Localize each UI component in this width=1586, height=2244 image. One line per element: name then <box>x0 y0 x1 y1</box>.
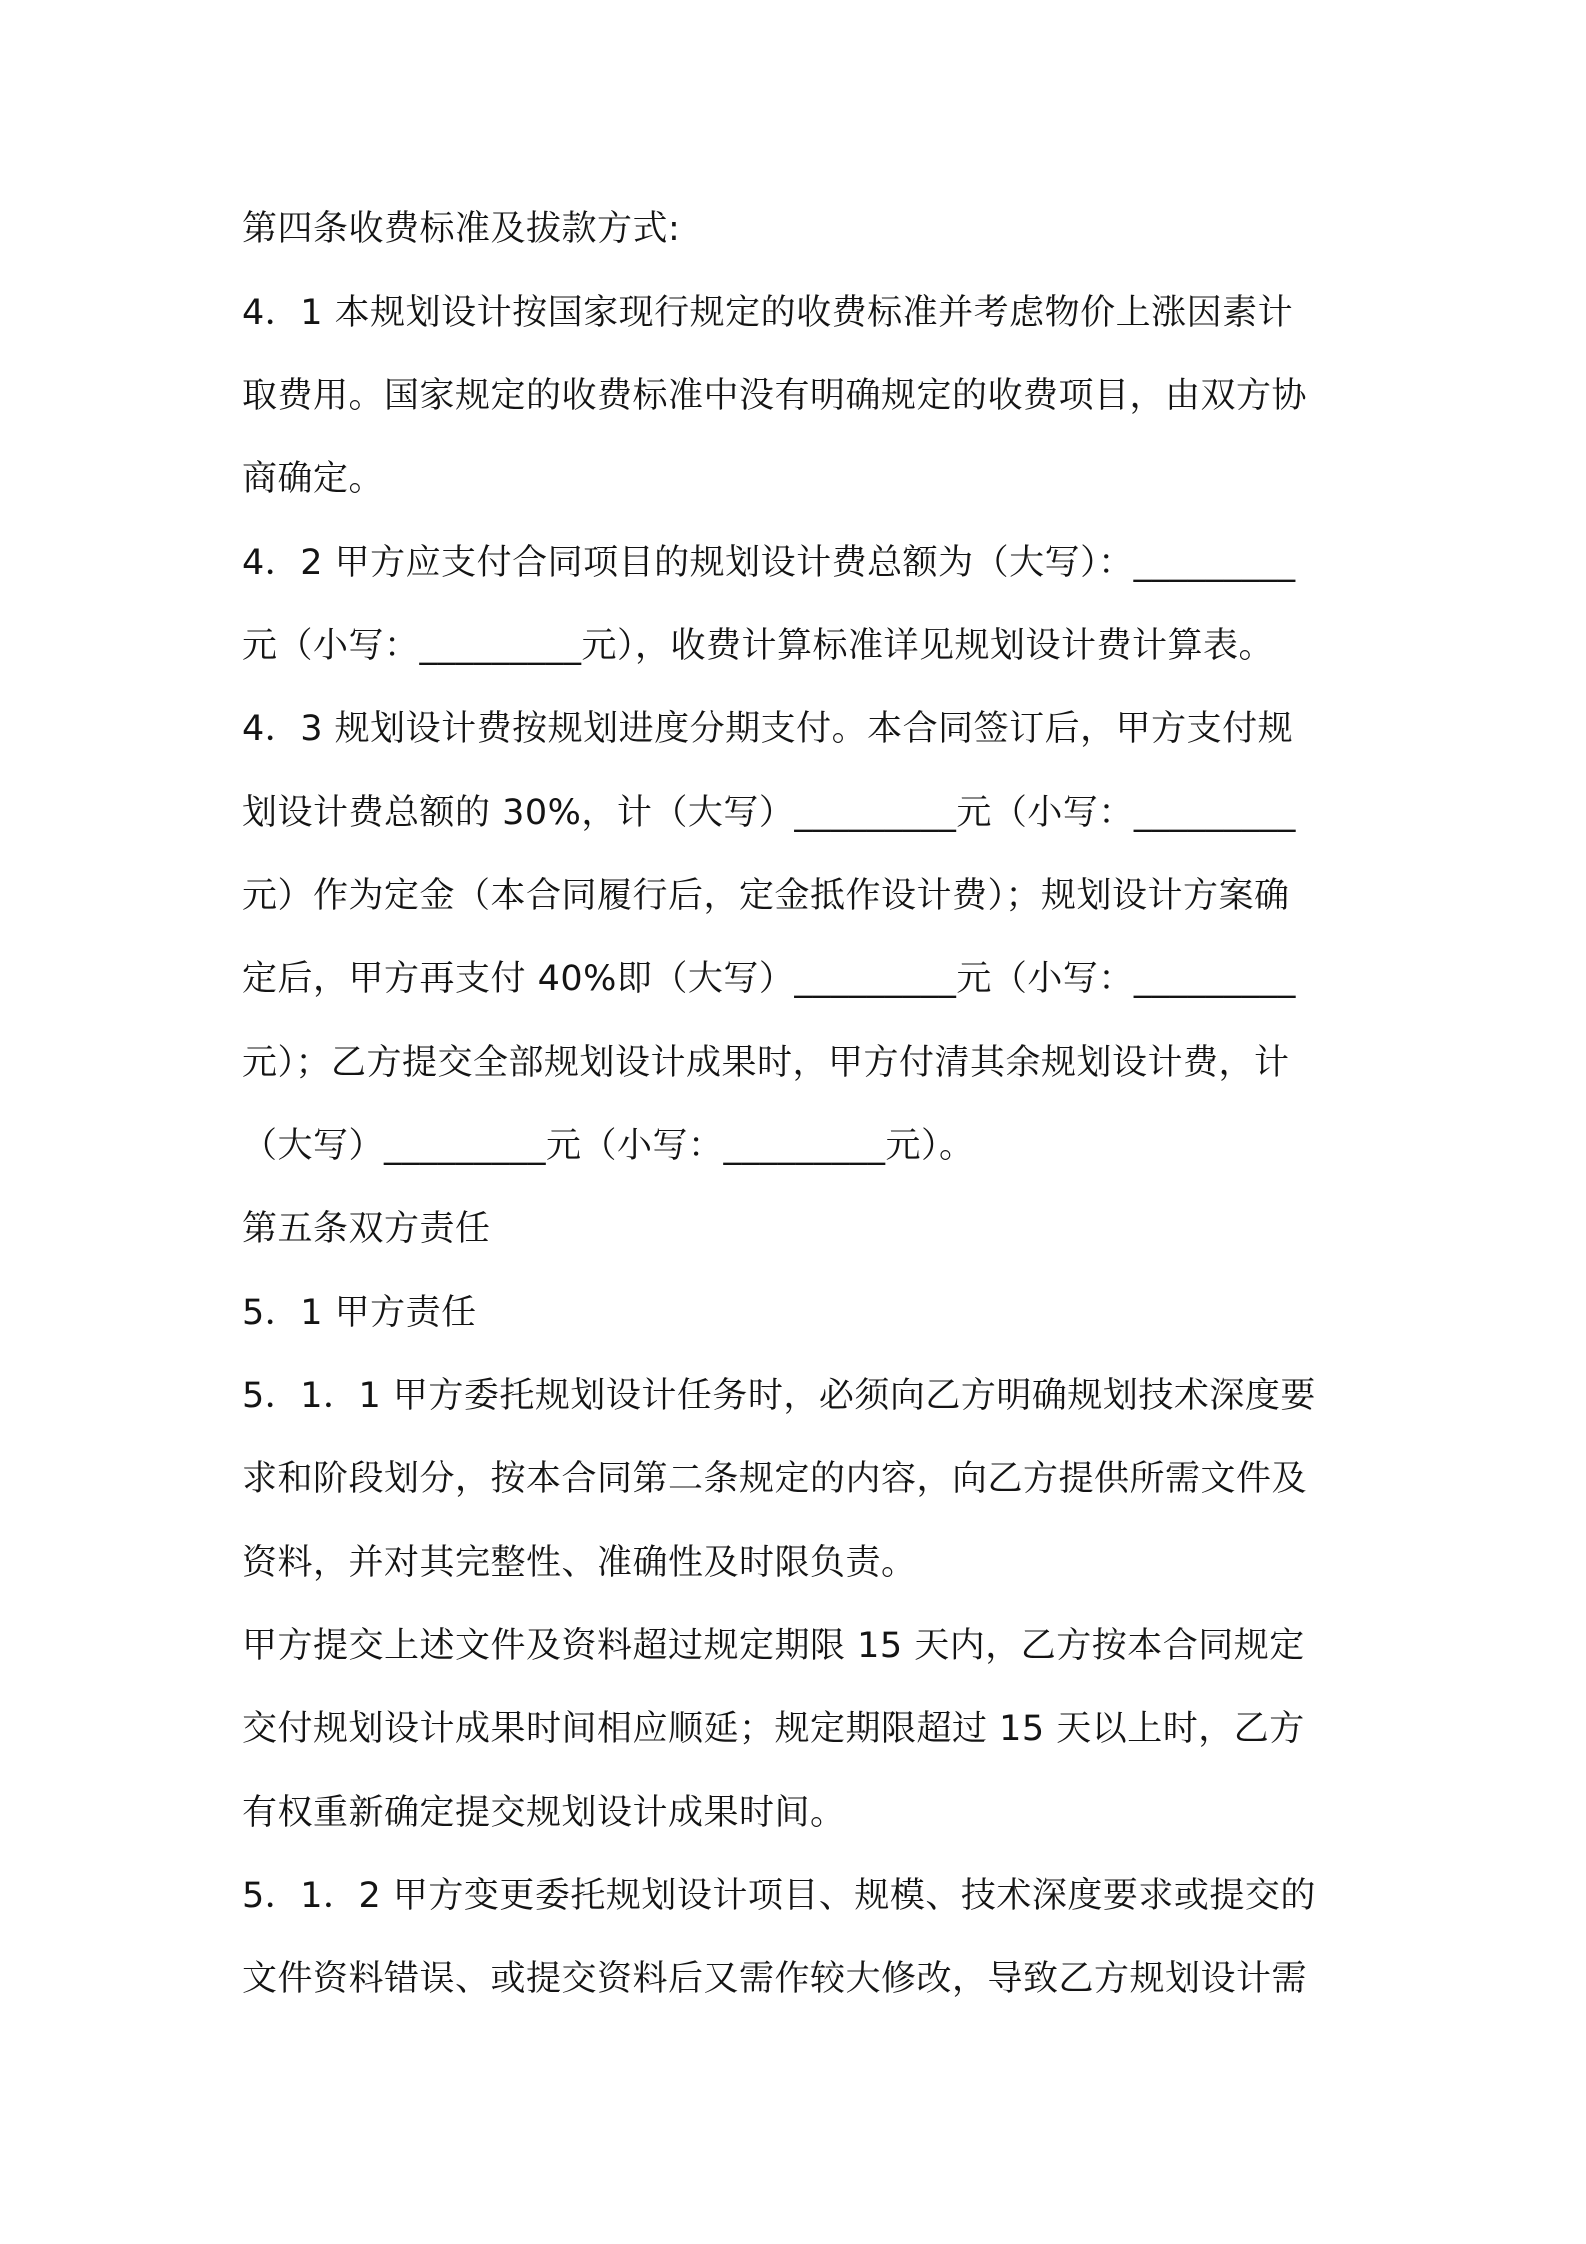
paragraph-line: 定后，甲方再支付 40%即（大写）_________元（小写：_________ <box>242 959 1296 999</box>
heading-article-4: 第四条收费标准及拔款方式: <box>242 209 681 249</box>
paragraph-line: （大写）_________元（小写：_________元）。 <box>242 1126 975 1166</box>
paragraph-line: 5．1．1 甲方委托规划设计任务时，必须向乙方明确规划技术深度要 <box>242 1376 1316 1416</box>
paragraph-line: 4．2 甲方应支付合同项目的规划设计费总额为（大写）：_________ <box>242 543 1296 583</box>
paragraph-line: 4．1 本规划设计按国家现行规定的收费标准并考虑物价上涨因素计 <box>242 293 1294 333</box>
paragraph-line: 求和阶段划分，按本合同第二条规定的内容，向乙方提供所需文件及 <box>242 1459 1308 1499</box>
paragraph-line: 元（小写：_________元），收费计算标准详见规划设计费计算表。 <box>242 626 1275 666</box>
paragraph-line: 划设计费总额的 30%，计（大写）_________元（小写：_________ <box>242 793 1296 833</box>
paragraph-line: 有权重新确定提交规划设计成果时间。 <box>242 1793 846 1833</box>
paragraph-line: 4．3 规划设计费按规划进度分期支付。本合同签订后，甲方支付规 <box>242 709 1294 749</box>
subheading-5-1: 5．1 甲方责任 <box>242 1293 477 1333</box>
paragraph-line: 交付规划设计成果时间相应顺延；规定期限超过 15 天以上时，乙方 <box>242 1709 1305 1749</box>
paragraph-line: 商确定。 <box>242 459 385 499</box>
paragraph-line: 甲方提交上述文件及资料超过规定期限 15 天内，乙方按本合同规定 <box>242 1626 1305 1666</box>
paragraph-line: 元）作为定金（本合同履行后，定金抵作设计费）；规划设计方案确 <box>242 876 1290 916</box>
paragraph-line: 取费用。国家规定的收费标准中没有明确规定的收费项目，由双方协 <box>242 376 1308 416</box>
paragraph-line: 资料，并对其完整性、准确性及时限负责。 <box>242 1543 917 1583</box>
paragraph-line: 5．1．2 甲方变更委托规划设计项目、规模、技术深度要求或提交的 <box>242 1876 1316 1916</box>
paragraph-line: 元）；乙方提交全部规划设计成果时，甲方付清其余规划设计费，计 <box>242 1043 1290 1083</box>
paragraph-line: 文件资料错误、或提交资料后又需作较大修改，导致乙方规划设计需 <box>242 1959 1308 1999</box>
heading-article-5: 第五条双方责任 <box>242 1209 491 1249</box>
